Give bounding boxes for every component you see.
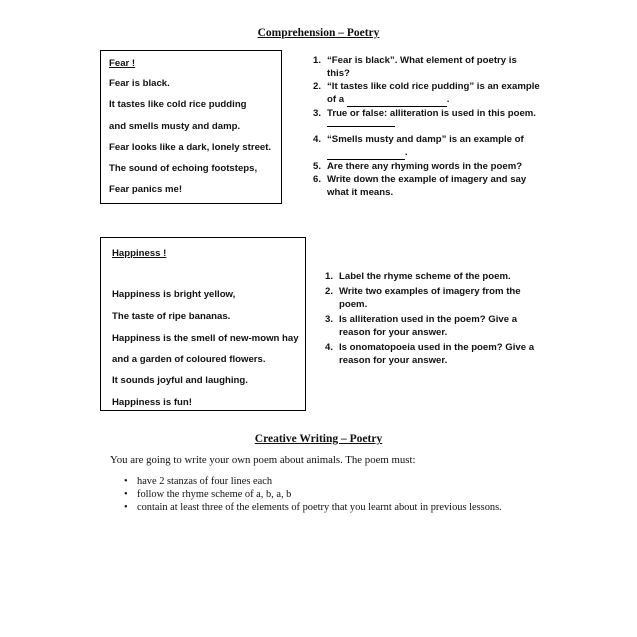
question-item	[313, 173, 541, 199]
question-item	[313, 133, 541, 160]
creative-writing-heading: Creative Writing – Poetry	[254, 433, 383, 445]
happiness-poem-line: Happiness is fun!	[112, 397, 192, 408]
happiness-poem-line: Happiness is bright yellow,	[112, 289, 236, 300]
answer-blank[interactable]	[327, 120, 395, 127]
happiness-poem-line: and a garden of coloured flowers.	[112, 354, 266, 365]
question-number: 6.	[313, 174, 322, 185]
happiness-poem-line: The taste of ripe bananas.	[112, 311, 231, 322]
happiness-poem-title: Happiness !	[112, 248, 167, 259]
question-suffix: .	[405, 147, 408, 158]
happiness-poem-line: It sounds joyful and laughing.	[112, 375, 248, 386]
fear-poem-line: Fear panics me!	[109, 184, 183, 195]
list-item	[124, 501, 514, 514]
happiness-questions	[325, 270, 545, 367]
question-item	[313, 107, 541, 127]
question-item	[325, 313, 545, 339]
question-item	[313, 160, 541, 173]
fear-questions	[313, 54, 541, 199]
question-number: 1.	[313, 55, 322, 66]
bullet-icon: •	[124, 502, 128, 513]
question-item	[313, 80, 541, 107]
fear-poem-line: and smells musty and damp.	[109, 121, 241, 132]
question-number: 3.	[325, 314, 334, 325]
question-item	[313, 54, 541, 80]
question-text: Are there any rhyming words in the poem?	[327, 161, 523, 172]
list-item-text: follow the rhyme scheme of a, b, a, b	[137, 489, 292, 500]
happiness-poem-box	[100, 237, 306, 411]
question-text: Write two examples of imagery from the poem.	[339, 286, 521, 310]
question-text	[327, 80, 541, 107]
question-text: True or false: alliteration is used in this poem.	[327, 108, 536, 119]
question-number: 3.	[313, 108, 322, 119]
question-suffix: .	[446, 94, 450, 105]
answer-blank[interactable]	[327, 146, 405, 160]
creative-intro: You are going to write your own poem about animals. The poem must:	[110, 454, 416, 466]
answer-blank[interactable]	[347, 93, 447, 107]
creative-requirements-list	[124, 475, 514, 514]
fear-poem-line: Fear is black.	[109, 78, 170, 89]
question-text: Is onomatopoeia used in the poem? Give a reason for your answer.	[339, 342, 535, 366]
question-text: “Smells musty and damp” is an example of	[327, 134, 524, 145]
question-item	[325, 270, 545, 283]
list-item	[124, 475, 514, 488]
question-text: Is alliteration used in the poem? Give a reason for your answer.	[339, 314, 518, 338]
question-number: 4.	[313, 134, 322, 145]
question-item	[325, 341, 545, 367]
list-item-text: contain at least three of the elements of poetry that you learnt about in previous lessons.	[137, 502, 502, 513]
question-number: 2.	[313, 81, 322, 92]
question-text: “Fear is black”. What element of poetry is this?	[327, 55, 517, 79]
list-item-text: have 2 stanzas of four lines each	[137, 476, 273, 487]
fear-poem-line: It tastes like cold rice pudding	[109, 99, 247, 110]
bullet-icon: •	[124, 476, 128, 487]
question-number: 4.	[325, 342, 334, 353]
question-text-content: “It tastes like cold rice pudding” is an example of a	[327, 81, 540, 105]
question-number: 1.	[325, 271, 334, 282]
fear-poem-line: The sound of echoing footsteps,	[109, 163, 258, 174]
fear-poem-box	[100, 50, 282, 204]
comprehension-heading: Comprehension – Poetry	[257, 27, 380, 39]
question-item	[325, 285, 545, 311]
list-item	[124, 488, 514, 501]
fear-poem-line: Fear looks like a dark, lonely street.	[109, 142, 272, 153]
question-text: Label the rhyme scheme of the poem.	[339, 271, 511, 282]
fear-poem-title: Fear !	[109, 58, 136, 69]
happiness-poem-line: Happiness is the smell of new-mown hay	[112, 333, 299, 344]
question-number: 5.	[313, 161, 322, 172]
question-number: 2.	[325, 286, 334, 297]
bullet-icon: •	[124, 489, 128, 500]
question-text: Write down the example of imagery and say what it means.	[327, 174, 527, 198]
